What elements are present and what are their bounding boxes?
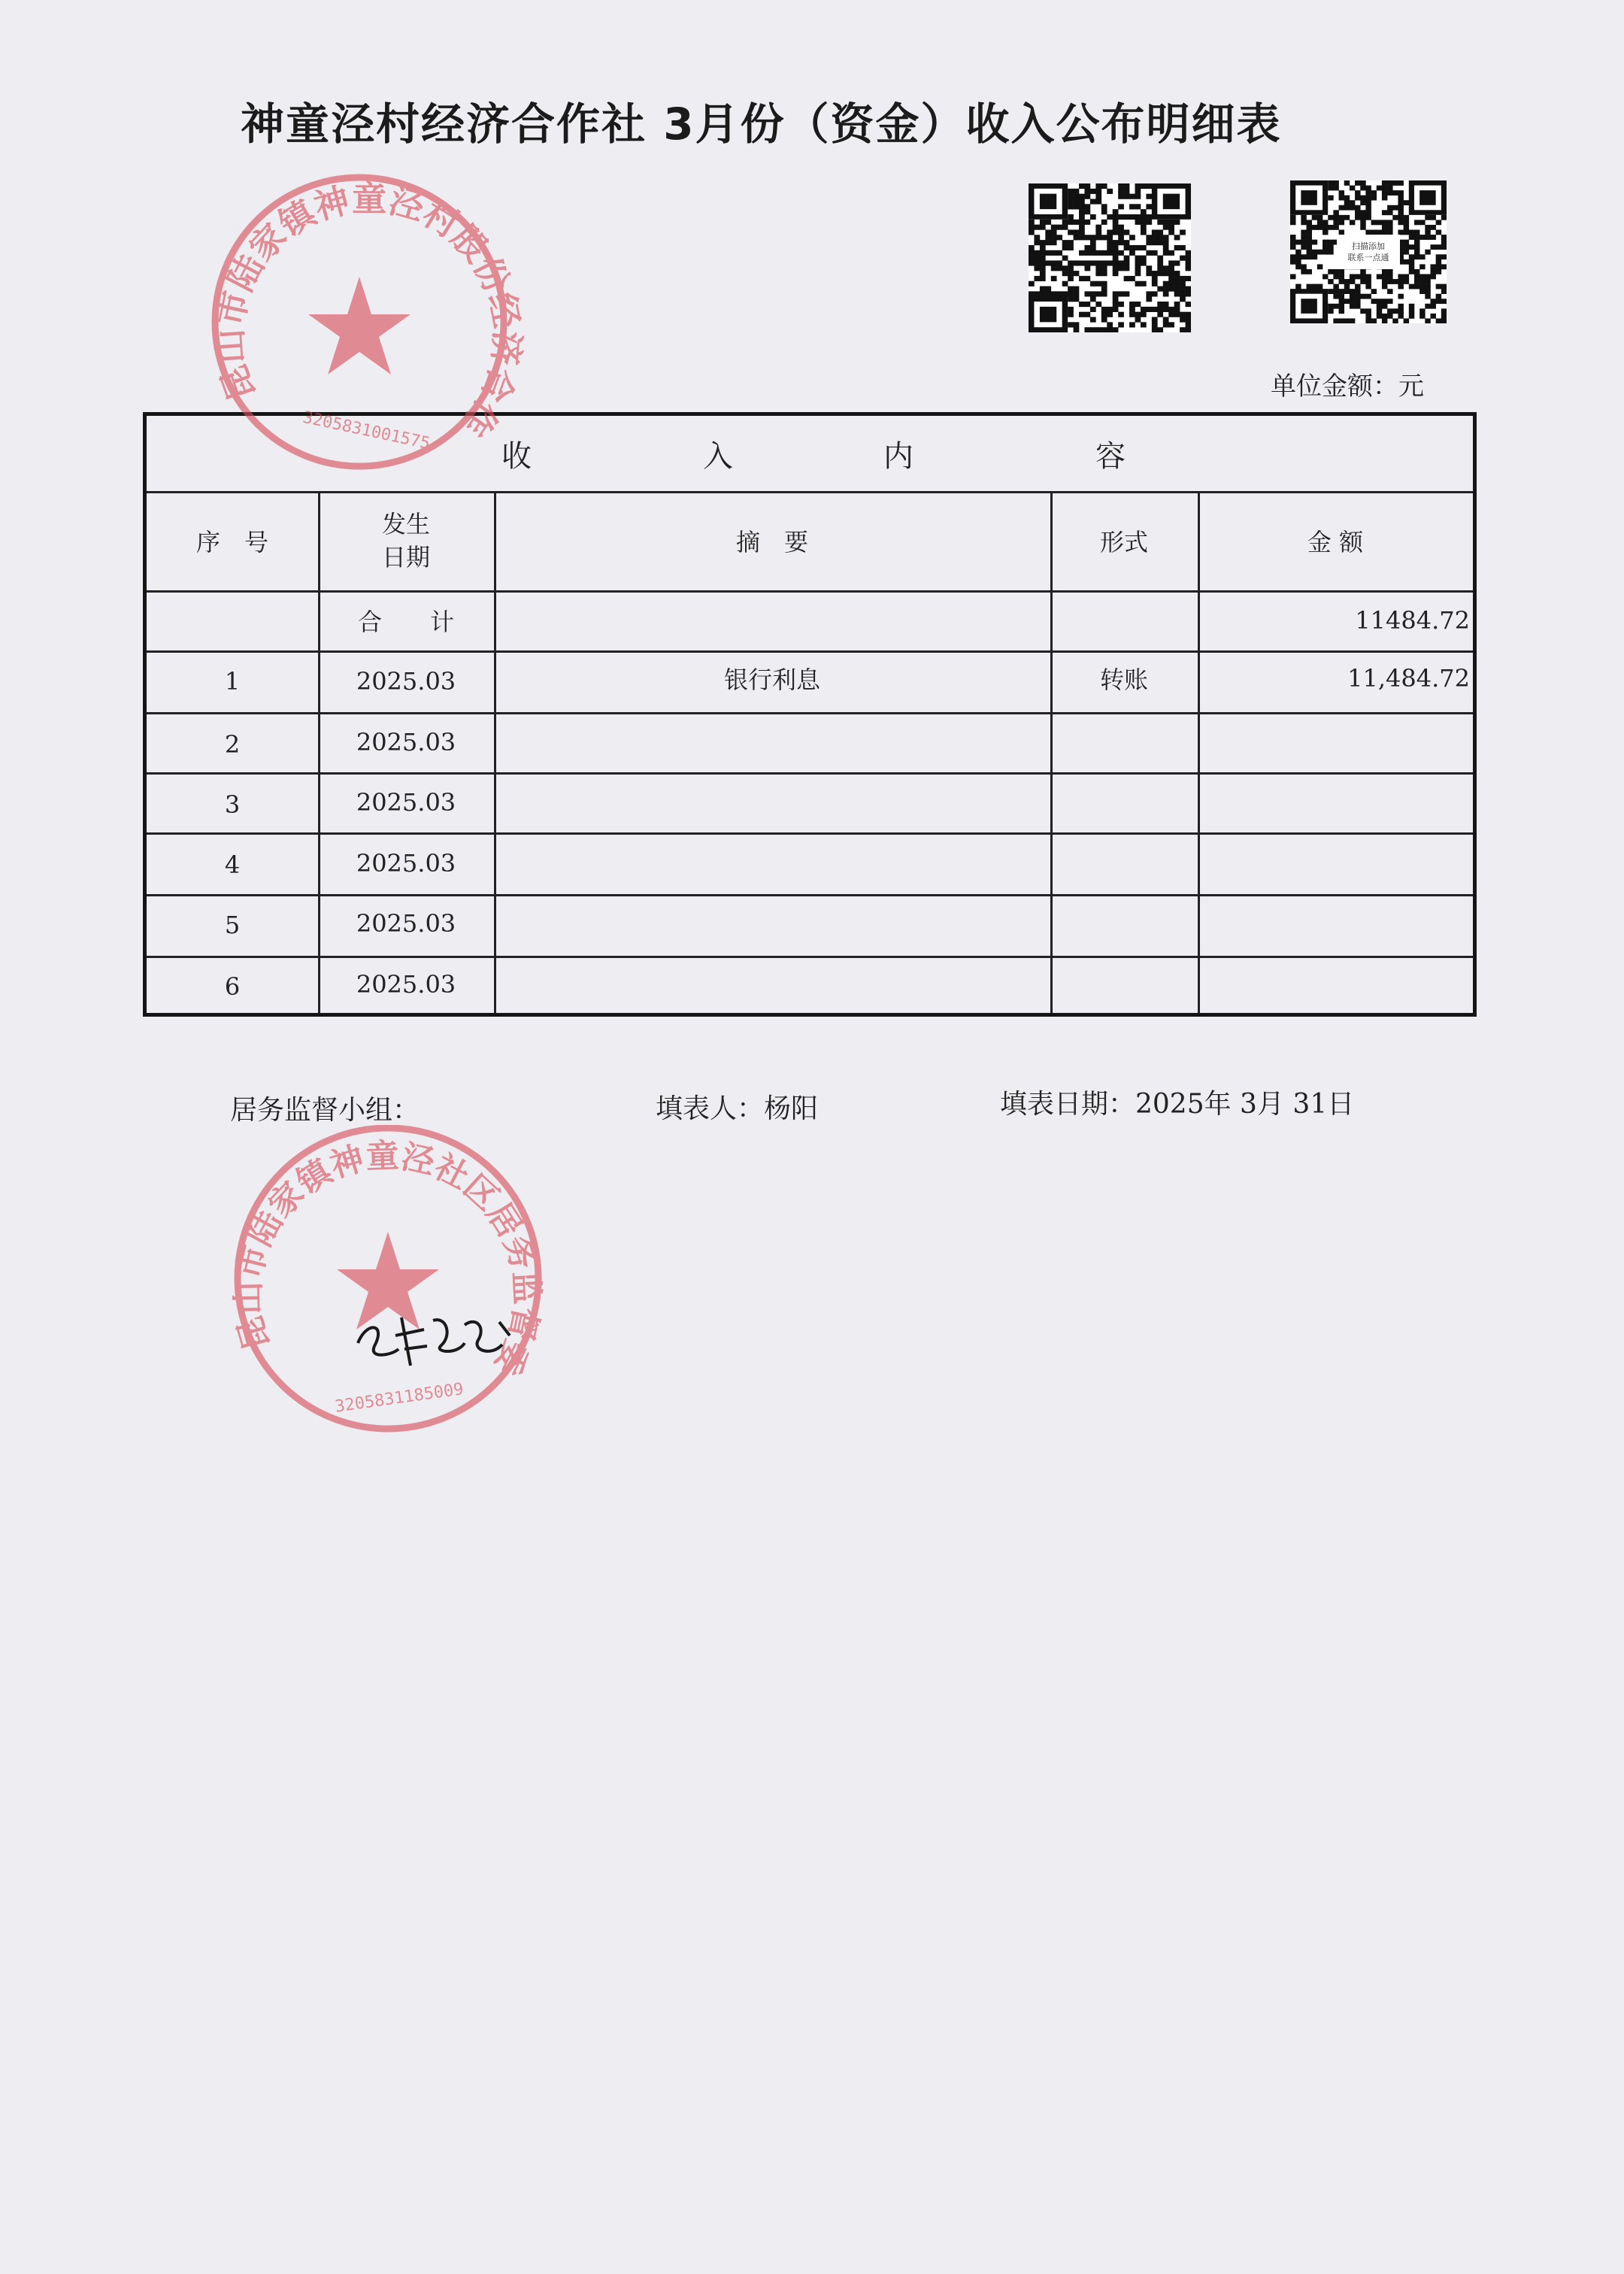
header-amount: 金 额 (1307, 528, 1364, 556)
row-form: 转账 (1099, 666, 1148, 694)
caption-char-4: 容 (1095, 438, 1130, 474)
row-date: 2025.03 (356, 909, 456, 938)
unit-label: 单位金额：元 (1271, 371, 1424, 402)
handwritten-signature-icon (352, 1290, 525, 1381)
supervision-group-label: 居务监督小组： (230, 1095, 420, 1126)
header-date-line1: 发生 (381, 510, 430, 538)
row-seq: 2 (224, 730, 241, 759)
header-seq: 序 号 (195, 528, 268, 556)
qr-caption-line1: 扫描添加 (1352, 241, 1385, 251)
header-form: 形式 (1099, 528, 1148, 556)
qr-caption-line2: 联系一点通 (1347, 253, 1389, 262)
income-table (143, 412, 1477, 1017)
svg-text:昆山市陆家镇神童泾社区居务监督委员会: 昆山市陆家镇神童泾社区居务监督委 (229, 1136, 547, 1381)
total-label: 合 计 (357, 608, 454, 636)
caption-char-1: 收 (501, 438, 536, 474)
fill-date-label: 填表日期：2025年 3月 31日 (1000, 1089, 1355, 1120)
row-date: 2025.03 (356, 970, 456, 999)
row-amount: 11,484.72 (1347, 664, 1470, 693)
row-date: 2025.03 (356, 788, 456, 817)
header-summary: 摘 要 (735, 528, 808, 556)
page-title: 神童泾村经济合作社 3月份（资金）收入公布明细表 (241, 99, 1282, 150)
filler-label: 填表人：杨阳 (656, 1093, 819, 1124)
header-date (318, 491, 494, 590)
svg-text:3205831185009: 3205831185009 (334, 1379, 465, 1417)
svg-text:昆山市陆家镇神童泾村股份经济合作社: 昆山市陆家镇神童泾村股份经济合作 (208, 177, 529, 444)
total-amount: 11484.72 (1355, 606, 1470, 635)
svg-text:3205831001575: 3205831001575 (301, 408, 432, 454)
caption-char-3: 内 (883, 438, 918, 474)
row-summary: 银行利息 (723, 666, 820, 694)
row-seq: 6 (224, 972, 241, 1001)
cooperative-seal-icon (203, 164, 534, 480)
row-date: 2025.03 (356, 728, 456, 756)
row-date: 2025.03 (356, 849, 456, 878)
row-seq: 1 (224, 667, 241, 696)
row-seq: 3 (224, 790, 241, 819)
row-seq: 4 (224, 850, 241, 879)
qr-code-left-icon (1029, 183, 1191, 332)
qr-code-right-icon (1290, 180, 1447, 323)
row-date: 2025.03 (356, 667, 456, 696)
header-date-line2: 日期 (381, 543, 430, 572)
supervision-committee-seal-icon (223, 1125, 553, 1441)
caption-char-2: 入 (703, 438, 738, 474)
row-seq: 5 (224, 911, 241, 939)
